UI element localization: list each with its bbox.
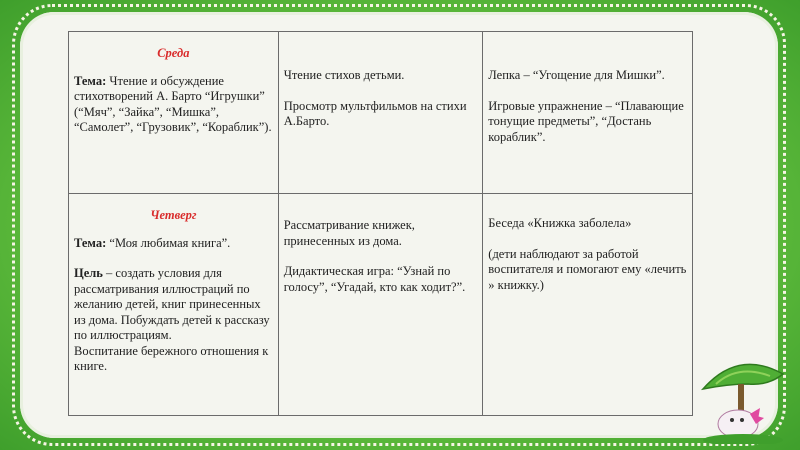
cell-topic-wednesday <box>69 32 279 194</box>
table-row <box>69 194 693 416</box>
topic-body: Чтение и обсуждение стихотворений А. Барто “Игрушки” (“Мяч”, “Зайка”, “Мишка”, “Самолет”, “Грузовик”, “Кораблик”). <box>74 73 272 134</box>
cell-topic-thursday <box>69 194 279 416</box>
topic-label: Тема: <box>74 73 107 88</box>
schedule-table <box>68 31 693 416</box>
cell-games-wednesday <box>483 32 693 194</box>
flower-mushroom-illustration <box>698 344 788 444</box>
activity-line: Беседа «Книжка заболела» <box>488 216 632 230</box>
activity-line: (дети наблюдают за работой воспитателя и помогают ему «лечить » книжку.) <box>488 246 687 292</box>
cell-games-thursday <box>483 194 693 416</box>
activity-line: Лепка – “Угощение для Мишки”. <box>488 68 665 82</box>
activity-line: Просмотр мультфильмов на стихи А.Барто. <box>283 98 467 128</box>
activity-line: Чтение стихов детьми. <box>283 68 405 82</box>
topic-text <box>74 236 273 252</box>
cell-activities-wednesday <box>278 32 483 194</box>
upbringing-text: Воспитание бережного отношения к книге. <box>74 343 269 373</box>
topic-label: Тема: <box>74 235 107 250</box>
day-label: Среда <box>157 46 190 60</box>
goal-label: Цель <box>74 266 103 280</box>
table-row <box>69 32 693 194</box>
cell-activities-thursday <box>278 194 483 416</box>
activity-line: Дидактическая игра: “Узнай по голосу”, “Угадай, кто как ходит?”. <box>283 264 466 294</box>
topic-text <box>74 74 273 136</box>
topic-body: “Моя любимая книга”. <box>106 235 231 250</box>
goal-text <box>74 266 273 344</box>
goal-body: – создать условия для рассматривания иллюстраций по желанию детей, книг принесенных из дома. Побуждать детей к рассказу по иллюстрациям. <box>74 266 270 342</box>
activity-line: Игровые упражнение – “Плавающие тонущие предметы”, “Достань кораблик”. <box>488 98 684 144</box>
day-label: Четверг <box>150 208 197 222</box>
activity-line: Рассматривание книжек, принесенных из дома. <box>283 218 415 248</box>
